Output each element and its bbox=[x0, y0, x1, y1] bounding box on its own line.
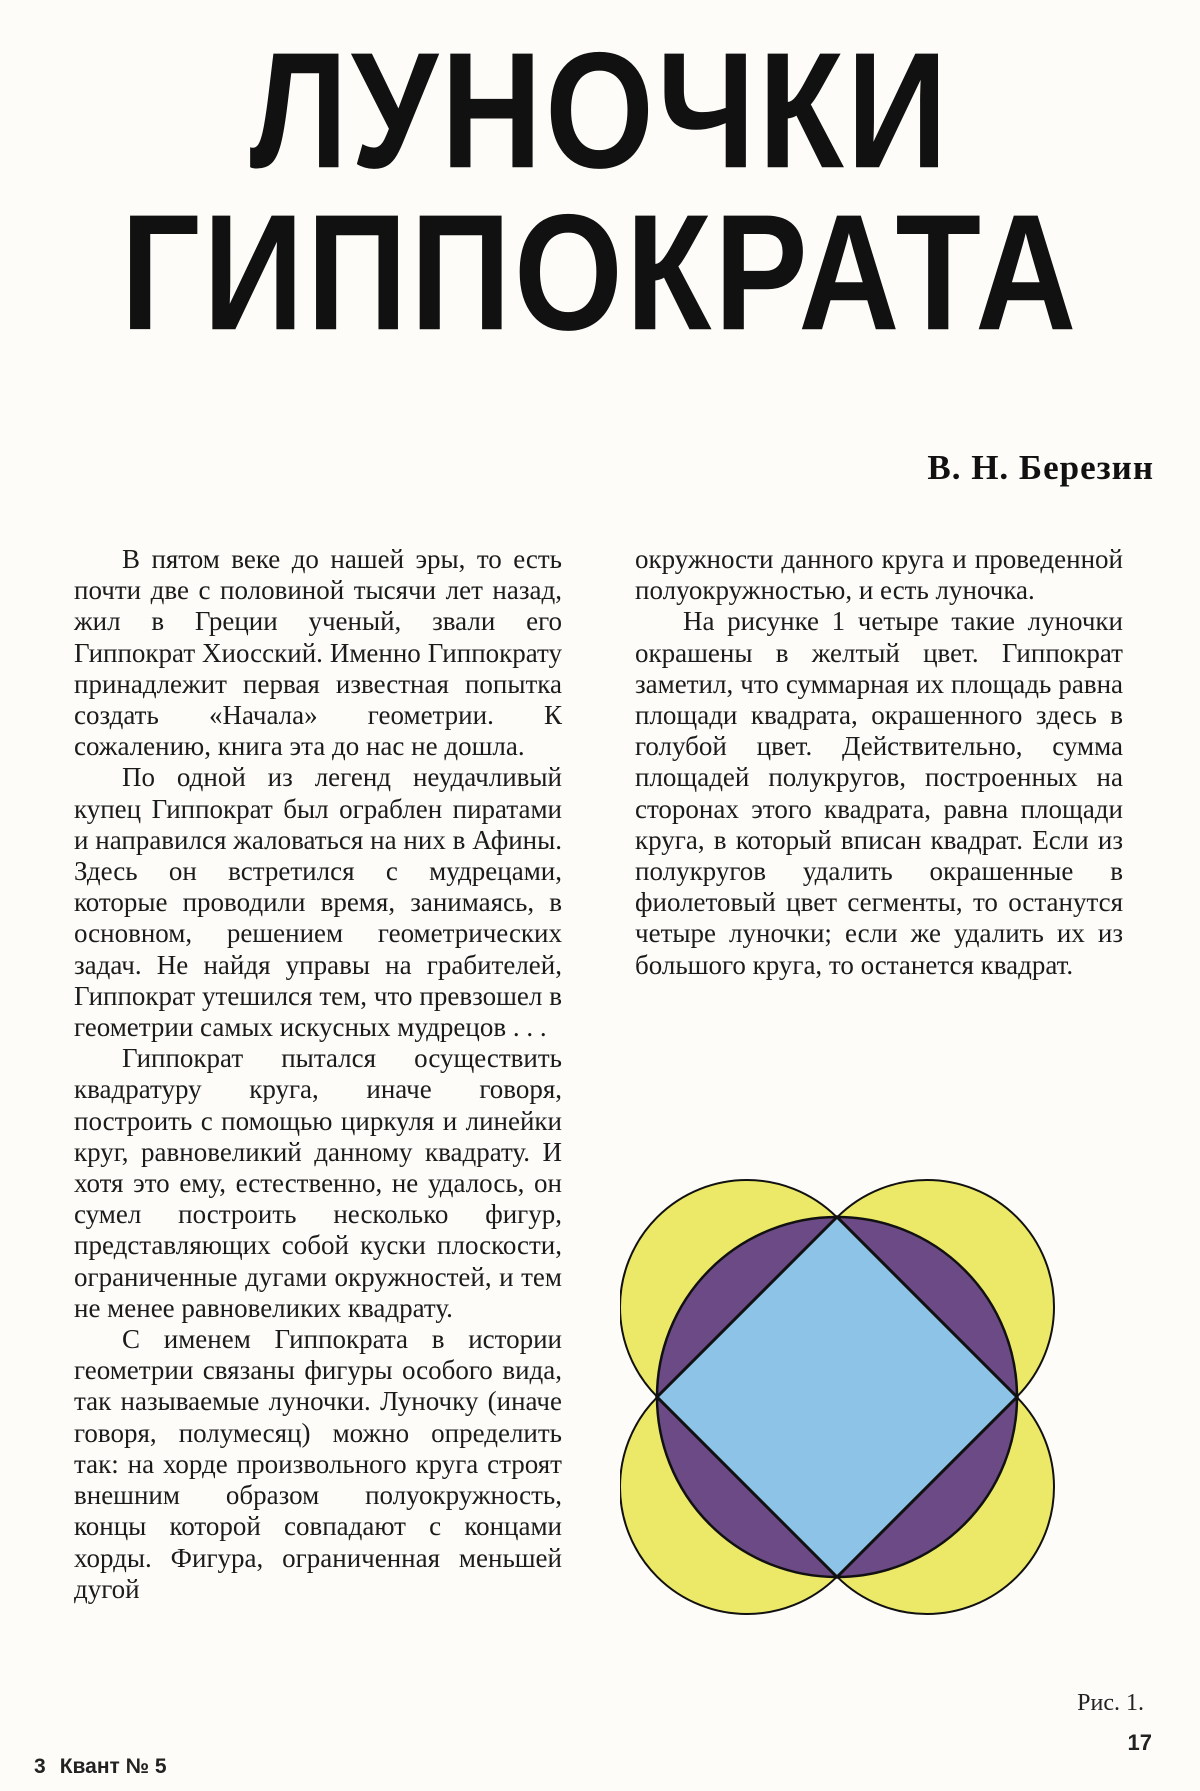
paragraph: В пятом веке до нашей эры, то есть почти две с половиной тысячи лет назад, жил в Греции ученый, звали его Гиппократ Хиосский. Именно Гиппократу принадлежит первая известная попытка создать «Начала» геометрии. К сожалению, книга эта до нас не дошла. bbox=[74, 544, 562, 762]
signature-number: 3 bbox=[34, 1755, 46, 1778]
paragraph-continued: окружности данного круга и проведенной полуокружностью, и есть луночка. bbox=[635, 544, 1123, 606]
paragraph: На рисунке 1 четыре такие луночки окрашены в желтый цвет. Гиппократ заметил, что суммарная их площадь равна площади квадрата, окрашенного здесь в голубой цвет. Действительно, сумма площадей полукругов, построенных на сторонах этого квадрата, равна площади круга, в который вписан квадрат. Если из полукругов удалить окрашенные в фиолетовый цвет сегменты, то останутся четыре луночки; если же удалить их из большого круга, то останется квадрат. bbox=[635, 606, 1123, 980]
magazine-name: Квант № 5 bbox=[59, 1755, 167, 1778]
footer-signature bbox=[34, 1755, 181, 1779]
paragraph: С именем Гиппократа в истории геометрии связаны фигуры особого вида, так называемые луночки. Луночку (иначе говоря, полумесяц) можно определить так: на хорде произвольного круга строят внешним образом полуокружность, концы которой совпадают с концами хорды. Фигура, ограниченная меньшей дугой bbox=[74, 1324, 562, 1604]
paragraph: По одной из легенд неудачливый купец Гиппократ был ограблен пиратами и направился жаловаться на них в Афины. Здесь он встретился с мудрецами, которые проводили время, занимаясь, в основном, решением геометрических задач. Не найдя управы на грабителей, Гиппократ утешился тем, что превзошел в геометрии самых искусных мудрецов . . . bbox=[74, 762, 562, 1043]
right-column bbox=[635, 544, 1123, 981]
author-name: В. Н. Березин bbox=[927, 448, 1154, 487]
title-line-1: ЛУНОЧКИ bbox=[249, 17, 951, 203]
left-column bbox=[74, 544, 562, 1605]
paragraph: Гиппократ пытался осуществить квадратуру круга, иначе говоря, построить с помощью циркуля и линейки круг, равновеликий данному квадрату. И хотя это ему, естественно, не удалось, он сумел построить несколько фигур, представляющих собой куски плоскости, ограниченные дугами окружностей, и тем не менее равновеликих квадрату. bbox=[74, 1043, 562, 1323]
page-number: 17 bbox=[1127, 1730, 1152, 1755]
lunes-figure bbox=[620, 1170, 1170, 1720]
title-line-2: ГИППОКРАТА bbox=[120, 179, 1080, 365]
figure-caption: Рис. 1. bbox=[1077, 1690, 1144, 1716]
